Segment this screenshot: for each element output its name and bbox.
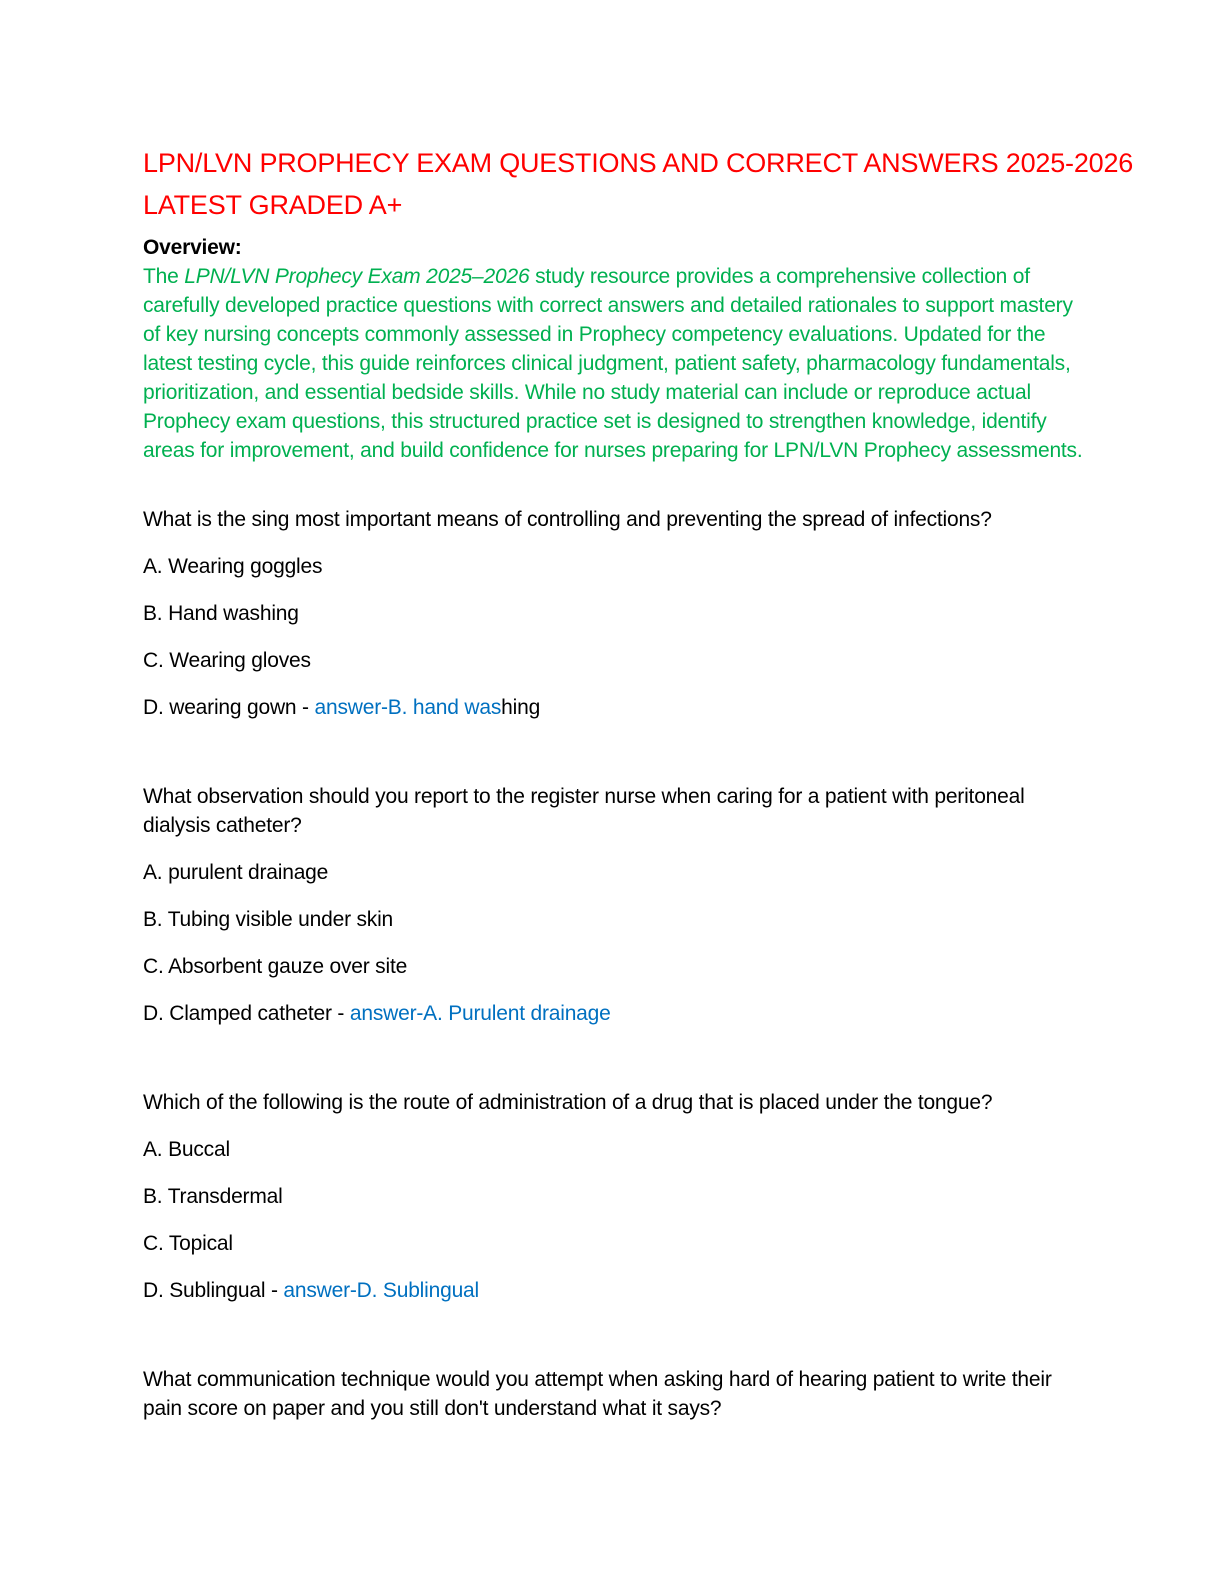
question-text: Which of the following is the route of administration of a drug that is placed under the tongue? xyxy=(143,1091,993,1114)
answer-option-d: D. Sublingual - answer-D. Sublingual xyxy=(143,1279,479,1302)
answer-option-b: B. Transdermal xyxy=(143,1185,283,1208)
answer-option-c: C. Topical xyxy=(143,1232,233,1255)
answer-option-a: A. Buccal xyxy=(143,1138,230,1161)
answer-option-b: B. Tubing visible under skin xyxy=(143,908,394,931)
question-text: What observation should you report to the register nurse when caring for a patient with peritoneal dialysis catheter? xyxy=(143,785,1025,837)
page-title-line1: LPN/LVN PROPHECY EXAM QUESTIONS AND CORRECT ANSWERS 2025-2026 xyxy=(143,148,1134,178)
overview-paragraph xyxy=(143,262,1086,465)
answer-option-a: A. Wearing goggles xyxy=(143,555,323,578)
question-block-3 xyxy=(143,1088,1086,1305)
answer-option-c: C. Absorbent gauze over site xyxy=(143,955,408,978)
overview-text-prefix: The xyxy=(143,265,185,288)
answer-option-b: B. Hand washing xyxy=(143,602,299,625)
question-block-1 xyxy=(143,505,1086,722)
answer-option-d: D. Clamped catheter - answer-A. Purulent drainage xyxy=(143,1002,611,1025)
page-title xyxy=(143,142,1134,226)
question-block-4 xyxy=(143,1365,1086,1423)
overview-label: Overview: xyxy=(143,236,242,259)
question-block-2 xyxy=(143,782,1086,1028)
page-title-line2: LATEST GRADED A+ xyxy=(143,190,403,220)
question-text: What is the sing most important means of controlling and preventing the spread of infections? xyxy=(143,508,992,531)
question-text: What communication technique would you attempt when asking hard of hearing patient to write their pain score on paper and you still don't understand what it says? xyxy=(143,1368,1052,1420)
answer-option-a: A. purulent drainage xyxy=(143,861,329,884)
overview-text-italic: LPN/LVN Prophecy Exam 2025–2026 xyxy=(184,265,530,288)
answer-option-d: D. wearing gown - answer-B. hand washing xyxy=(143,696,541,719)
answer-option-c: C. Wearing gloves xyxy=(143,649,311,672)
overview-text-rest: study resource provides a comprehensive collection of carefully developed practice questions with correct answers and detailed rationales to support mastery of key nursing concepts commonly assessed in Prophecy competency evaluations. Updated for the latest testing cycle, this guide reinforces clinical judgment, patient safety, pharmacology fundamentals, prioritization, and essential bedside skills. While no study material can include or reproduce actual Prophecy exam questions, this structured practice set is designed to strengthen knowledge, identify areas for improvement, and build confidence for nurses preparing for LPN/LVN Prophecy assessments. xyxy=(143,265,1083,462)
